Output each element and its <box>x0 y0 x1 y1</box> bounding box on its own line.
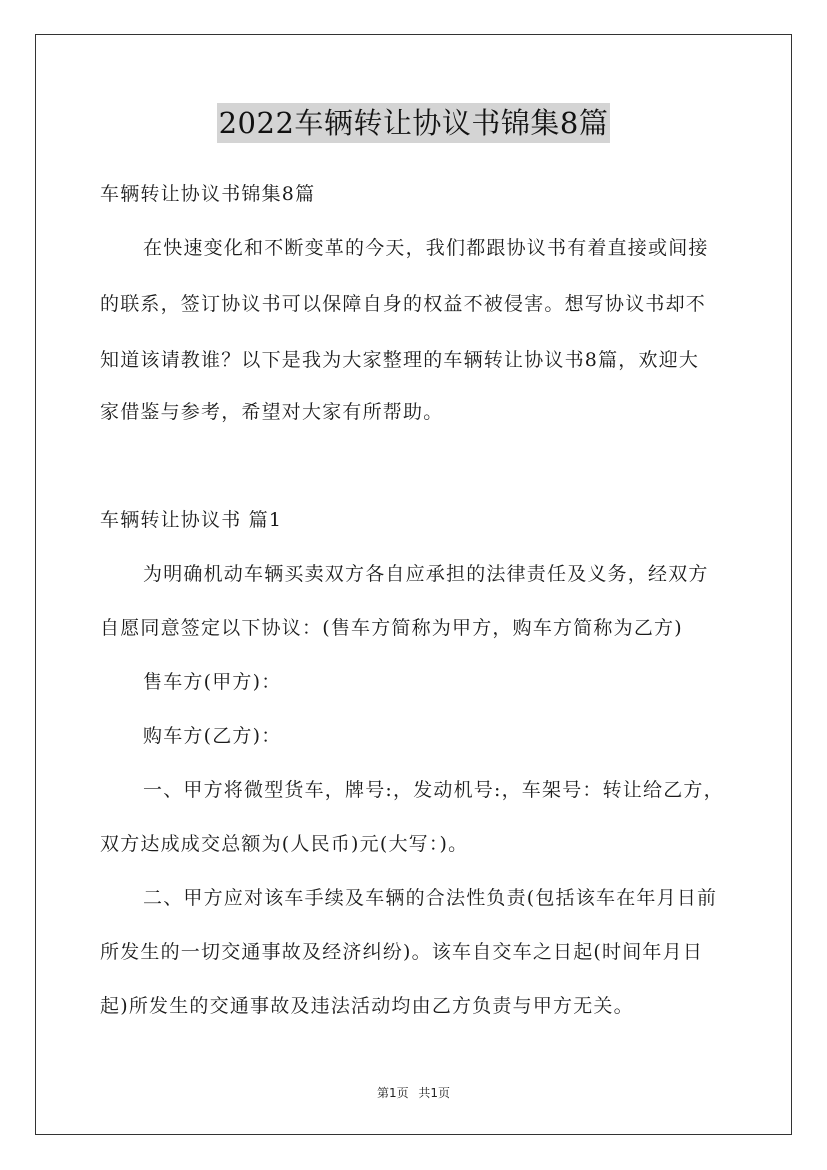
body-line-6: 双方达成成交总额为(人民币)元(大写：)。 <box>100 833 469 855</box>
section-heading: 车辆转让协议书 篇1 <box>100 509 283 531</box>
body-line-3: 售车方(甲方)： <box>143 671 282 693</box>
page-number: 第1页 <box>376 1086 409 1100</box>
intro-line-1: 在快速变化和不断变革的今天，我们都跟协议书有着直接或间接 <box>143 237 709 259</box>
page-total: 共1页 <box>418 1086 451 1100</box>
intro-line-2: 的联系，签订协议书可以保障自身的权益不被侵害。想写协议书却不 <box>100 293 707 315</box>
body-line-9: 起)所发生的交通事故及违法活动均由乙方负责与甲方无关。 <box>100 995 634 1017</box>
body-line-2: 自愿同意签定以下协议：(售车方简称为甲方，购车方简称为乙方) <box>100 617 683 639</box>
body-line-4: 购车方(乙方)： <box>143 725 282 747</box>
title-container <box>0 103 827 143</box>
page-footer <box>0 1084 827 1101</box>
document-subtitle: 车辆转让协议书锦集8篇 <box>100 183 316 205</box>
intro-line-4: 家借鉴与参考，希望对大家有所帮助。 <box>100 401 444 423</box>
body-line-1: 为明确机动车辆买卖双方各自应承担的法律责任及义务，经双方 <box>143 563 709 585</box>
body-line-5: 一、甲方将微型货车，牌号:，发动机号:，车架号：转让给乙方， <box>143 779 724 801</box>
document-title: 2022车辆转让协议书锦集8篇 <box>217 103 611 143</box>
body-line-7: 二、甲方应对该车手续及车辆的合法性负责(包括该车在年月日前 <box>143 887 718 909</box>
intro-line-3: 知道该请教谁？以下是我为大家整理的车辆转让协议书8篇，欢迎大 <box>100 349 700 371</box>
body-line-8: 所发生的一切交通事故及经济纠纷)。该车自交车之日起(时间年月日 <box>100 941 704 963</box>
